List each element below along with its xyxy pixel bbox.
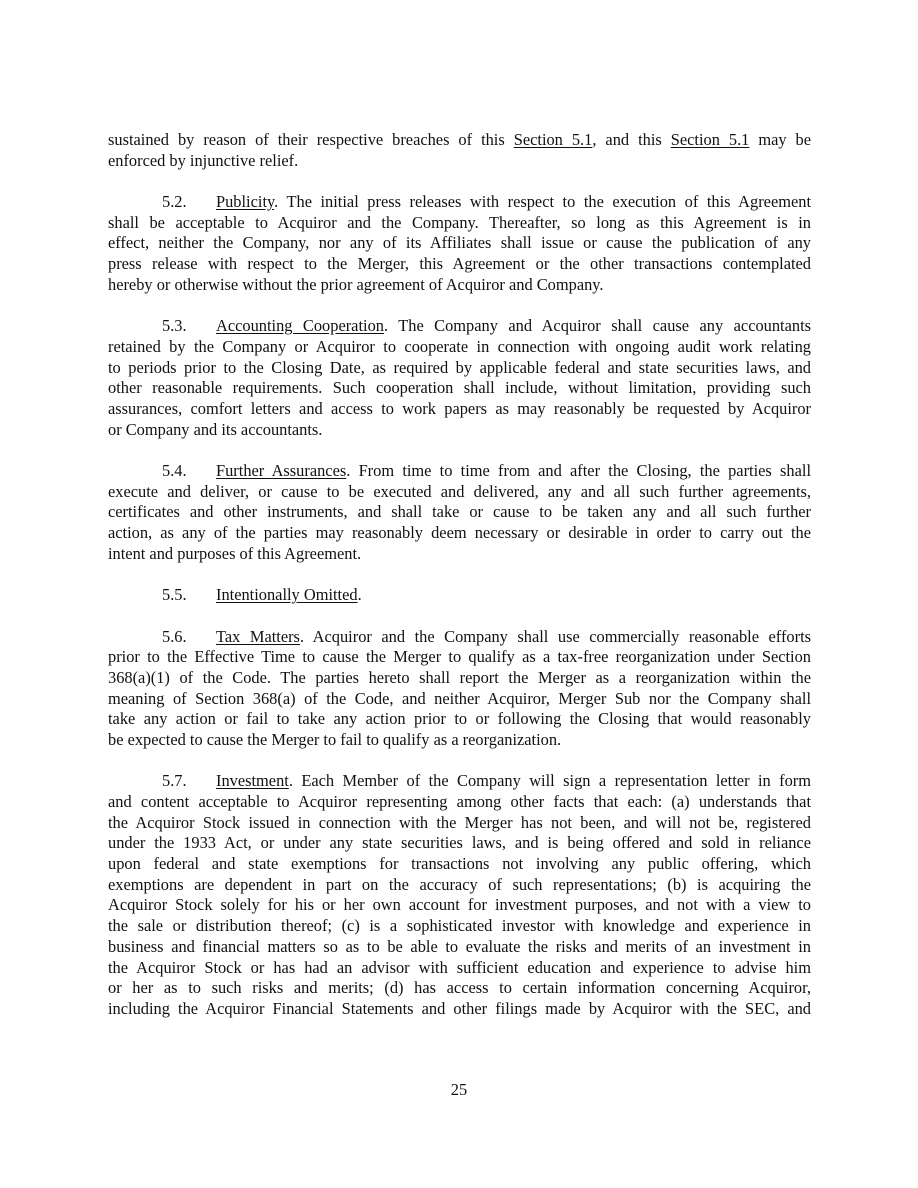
text-line: prior to the Effective Time to cause the Merger to qualify as a tax-free reorganization under Section — [108, 647, 811, 667]
section-heading: Publicity — [216, 192, 275, 212]
section-first-line — [108, 585, 811, 606]
section-first-line — [108, 192, 811, 213]
section-first-line — [108, 461, 811, 482]
section-heading: Accounting Cooperation — [216, 316, 384, 336]
text-run: . From time to time from and after the Closing, the parties shall — [346, 461, 811, 480]
text-line: action, as any of the parties may reasonably deem necessary or desirable in order to carry out the — [108, 523, 811, 543]
text-run: , and this — [592, 130, 671, 149]
section-heading: Tax Matters — [216, 626, 300, 646]
section-number: 5.7. — [162, 771, 187, 791]
section-number: 5.6. — [162, 626, 187, 646]
section-reference: Section 5.1 — [670, 130, 750, 149]
text-line: shall be acceptable to Acquiror and the Company. Thereafter, so long as this Agreement is in — [108, 212, 811, 232]
text-line: effect, neither the Company, nor any of its Affiliates shall issue or cause the publication of any — [108, 233, 811, 253]
document-body — [108, 130, 811, 1040]
section-heading: Intentionally Omitted — [216, 585, 358, 605]
text-line: the sale or distribution thereof; (c) is a sophisticated investor with knowledge and experience in — [108, 916, 811, 936]
text-line: under the 1933 Act, or under any state securities laws, and is being offered and sold in reliance — [108, 833, 811, 853]
section-number: 5.2. — [162, 192, 187, 212]
section-5-4 — [108, 461, 811, 564]
text-line: the Acquiror Stock or has had an advisor with sufficient education and experience to advise him — [108, 957, 811, 977]
text-line: press release with respect to the Merger, this Agreement or the other transactions contemplated — [108, 254, 811, 274]
section-5-6 — [108, 627, 811, 751]
text-line: exemptions are dependent in part on the accuracy of such representations; (b) is acquiring the — [108, 874, 811, 894]
section-5-5 — [108, 585, 811, 606]
section-number: 5.3. — [162, 316, 187, 336]
section-number: 5.5. — [162, 585, 187, 605]
text-line: the Acquiror Stock issued in connection with the Merger has not been, and will not be, registered — [108, 812, 811, 832]
text-line: including the Acquiror Financial Statements and other filings made by Acquiror with the SEC, and — [108, 998, 811, 1018]
text-line: take any action or fail to take any action prior to or following the Closing that would reasonably — [108, 709, 811, 729]
text-run: . Acquiror and the Company shall use commercially reasonable efforts — [299, 626, 812, 646]
text-run: . The Company and Acquiror shall cause any accountants — [383, 316, 812, 336]
section-number: 5.4. — [162, 461, 187, 480]
text-run: sustained by reason of their respective breaches of this — [108, 130, 514, 149]
text-line: retained by the Company or Acquiror to cooperate in connection with ongoing audit work relating — [108, 336, 811, 356]
text-line: other reasonable requirements. Such cooperation shall include, without limitation, providing such — [108, 378, 811, 398]
text-line: hereby or otherwise without the prior agreement of Acquiror and Company. — [108, 274, 604, 294]
text-line: meaning of Section 368(a) of the Code, and neither Acquiror, Merger Sub nor the Company shall — [108, 688, 811, 708]
text-line: or Company and its accountants. — [108, 419, 323, 439]
text-run: may be — [749, 130, 812, 149]
paragraph-intro — [108, 130, 811, 171]
text-line — [108, 151, 811, 172]
text-line: be expected to cause the Merger to fail to qualify as a reorganization. — [108, 729, 562, 749]
text-line: certificates and other instruments, and shall take or cause to be taken any and all such further — [108, 502, 811, 522]
text-line: and content acceptable to Acquiror representing among other facts that each: (a) understands that — [108, 792, 811, 811]
text-line: 368(a)(1) of the Code. The parties hereto shall report the Merger as a reorganization within the — [108, 667, 811, 687]
section-first-line — [108, 627, 811, 648]
section-reference: Section 5.1 — [513, 130, 593, 149]
section-5-3 — [108, 316, 811, 440]
section-heading: Further Assurances — [216, 461, 347, 480]
text-line: business and financial matters so as to be able to evaluate the risks and merits of an investment in — [108, 936, 811, 956]
text-run: . — [357, 585, 362, 605]
section-heading: Investment — [216, 771, 289, 791]
section-first-line — [108, 771, 811, 792]
section-5-7 — [108, 771, 811, 1019]
text-line: or her as to such risks and merits; (d) has access to certain information concerning Acquiror, — [108, 978, 811, 998]
text-line: upon federal and state exemptions for transactions not involving any public offering, which — [108, 854, 811, 874]
text-run: . The initial press releases with respect to the execution of this Agreement — [274, 192, 811, 212]
text-line: execute and deliver, or cause to be executed and delivered, any and all such further agreements, — [108, 481, 811, 501]
text-line: assurances, comfort letters and access to work papers as may reasonably be requested by Acquiror — [108, 398, 811, 418]
section-first-line — [108, 316, 811, 337]
text-line — [108, 130, 811, 151]
text-run: enforced by injunctive relief. — [108, 150, 299, 170]
section-5-2 — [108, 192, 811, 295]
text-line: intent and purposes of this Agreement. — [108, 543, 362, 563]
text-line: to periods prior to the Closing Date, as required by applicable federal and state securities laws, and — [108, 357, 811, 377]
text-line: Acquiror Stock solely for his or her own account for investment purposes, and not with a view to — [108, 895, 811, 915]
text-run: . Each Member of the Company will sign a representation letter in form — [288, 771, 811, 791]
page-number: 25 — [450, 1080, 468, 1099]
